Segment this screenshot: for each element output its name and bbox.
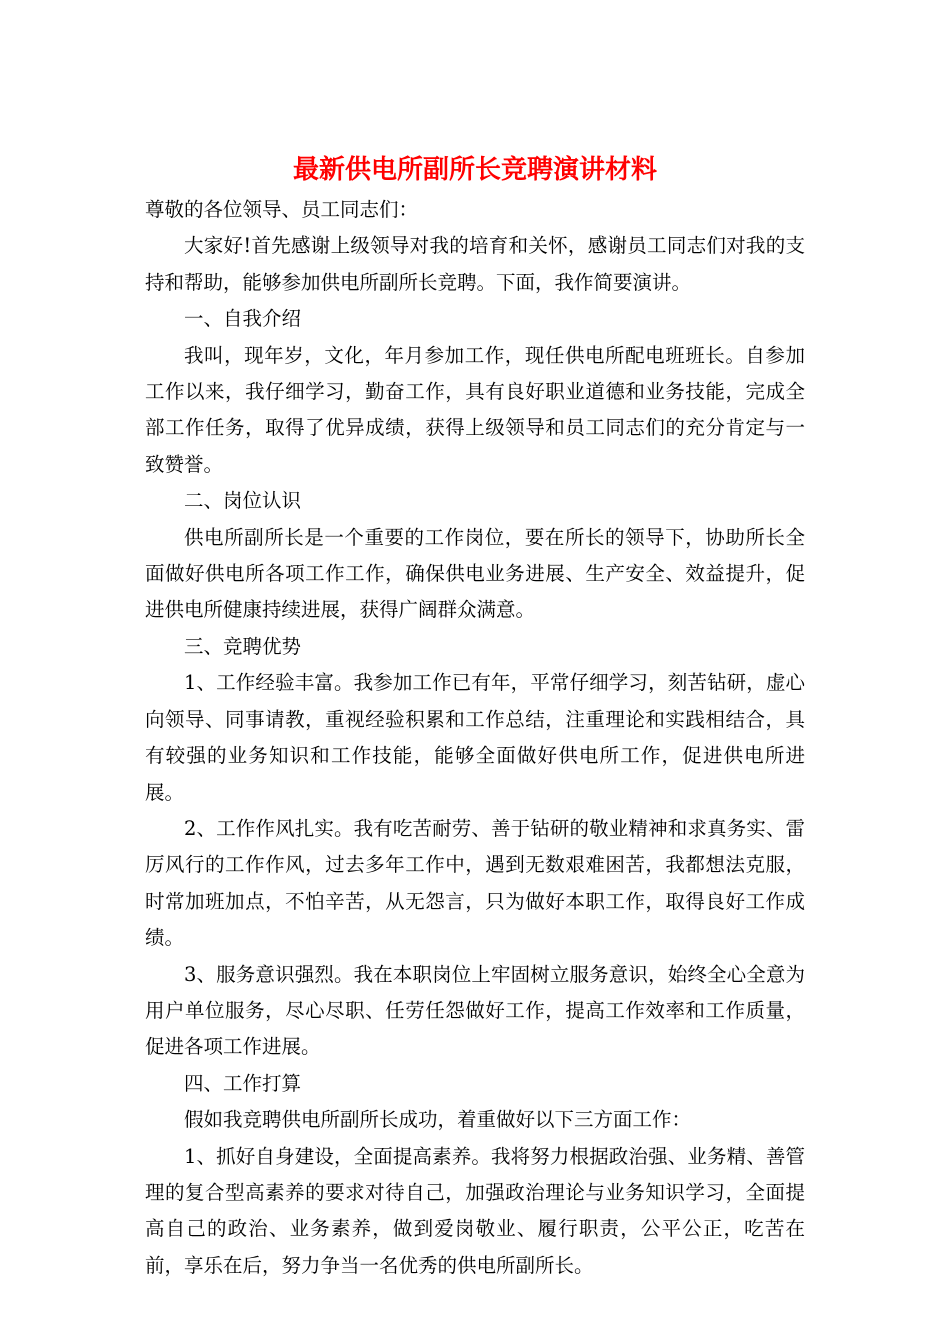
section-heading-role: 二、岗位认识 bbox=[184, 489, 302, 513]
strength-paragraph-2: 2、工作作风扎实。我有吃苦耐劳、善于钻研的敬业精神和求真务实、雷厉风行的工作作风，过去多年工作中，遇到无数艰难困苦，我都想法克服，时常加班加点，不怕辛苦，从无怨言，只为做好本职工作，取得良好工作成绩。 bbox=[145, 816, 805, 950]
strength-paragraph-3: 3、服务意识强烈。我在本职岗位上牢固树立服务意识，始终全心全意为用户单位服务，尽心尽职、任劳任怨做好工作，提高工作效率和工作质量，促进各项工作进展。 bbox=[145, 962, 805, 1059]
document-title: 最新供电所副所长竞聘演讲材料 bbox=[292, 155, 657, 185]
opening-paragraph: 大家好!首先感谢上级领导对我的培育和关怀，感谢员工同志们对我的支持和帮助，能够参加供电所副所长竞聘。下面，我作简要演讲。 bbox=[145, 234, 805, 294]
self-intro-paragraph: 我叫，现年岁，文化，年月参加工作，现任供电所配电班班长。自参加工作以来，我仔细学习，勤奋工作，具有良好职业道德和业务技能，完成全部工作任务，取得了优异成绩，获得上级领导和员工同志们的充分肯定与一致赞誉。 bbox=[145, 343, 805, 476]
plan-intro-paragraph: 假如我竞聘供电所副所长成功，着重做好以下三方面工作： bbox=[184, 1108, 692, 1132]
plan-paragraph-1: 1、抓好自身建设，全面提高素养。我将努力根据政治强、业务精、善管理的复合型高素养的要求对待自己，加强政治理论与业务知识学习，全面提高自己的政治、业务素养，做到爱岗敬业、履行职责，公平公正，吃苦在前，享乐在后，努力争当一名优秀的供电所副所长。 bbox=[145, 1144, 805, 1277]
salutation: 尊敬的各位领导、员工同志们： bbox=[145, 198, 419, 221]
section-heading-plan: 四、工作打算 bbox=[184, 1071, 302, 1095]
strength-paragraph-1: 1、工作经验丰富。我参加工作已有年，平常仔细学习，刻苦钻研，虚心向领导、同事请教，重视经验积累和工作总结，注重理论和实践相结合，具有较强的业务知识和工作技能，能够全面做好供电所工作，促进供电所进展。 bbox=[145, 671, 805, 804]
role-paragraph: 供电所副所长是一个重要的工作岗位，要在所长的领导下，协助所长全面做好供电所各项工作工作，确保供电业务进展、生产安全、效益提升，促进供电所健康持续进展，获得广阔群众满意。 bbox=[145, 525, 805, 622]
section-heading-strengths: 三、竞聘优势 bbox=[184, 634, 302, 658]
section-heading-self-intro: 一、自我介绍 bbox=[184, 307, 302, 331]
document-body bbox=[145, 192, 805, 1284]
